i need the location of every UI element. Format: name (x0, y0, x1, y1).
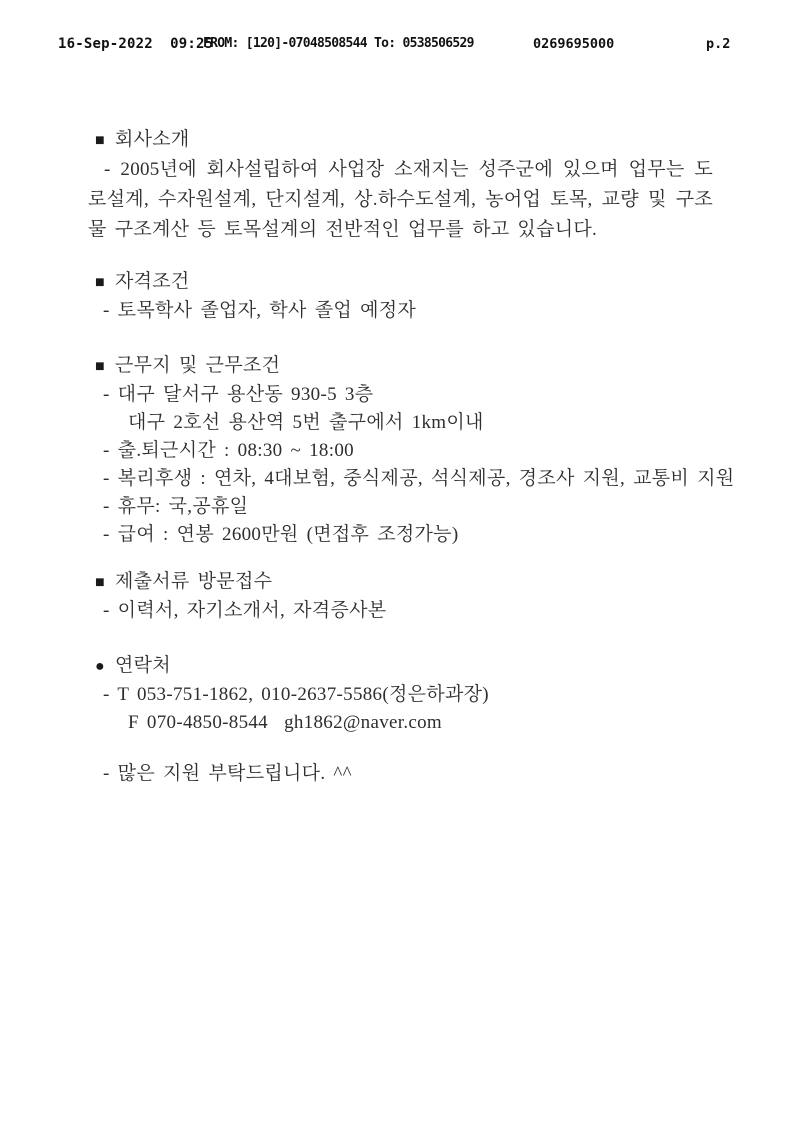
document-body (88, 126, 735, 788)
section-title-text: 제출서류 방문접수 (114, 571, 273, 592)
square-bullet-icon: ■ (95, 574, 105, 591)
square-bullet-icon: ■ (95, 132, 105, 149)
workplace-address-line: - 대구 달서구 용산동 930-5 3층 (103, 384, 374, 405)
workplace-benefits-line: - 복리후생 : 연차, 4대보험, 중식제공, 석식제공, 경조사 지원, 교통비 지원 (103, 468, 735, 489)
section-company-title (88, 126, 713, 155)
qualification-line: - 토목학사 졸업자, 학사 졸업 예정자 (103, 300, 417, 321)
section-workplace (88, 352, 735, 549)
documents-line: - 이력서, 자기소개서, 자격증사본 (103, 600, 387, 621)
section-documents-title (88, 568, 713, 597)
section-contact-title (88, 652, 713, 681)
section-qualification (88, 268, 713, 325)
workplace-hours-line: - 출.퇴근시간 : 08:30 ~ 18:00 (103, 440, 354, 461)
fax-page-number: p.2 (706, 36, 731, 52)
contact-fax-email-line: F 070-4850-8544 gh1862@naver.com (128, 712, 442, 733)
fax-datetime: 16-Sep-2022 09:25 (58, 36, 214, 52)
section-workplace-title (88, 352, 713, 381)
workplace-salary-line: - 급여 : 연봉 2600만원 (면접후 조정가능) (103, 524, 459, 545)
section-title-text: 회사소개 (114, 129, 190, 150)
contact-phone-line: - T 053-751-1862, 010-2637-5586(정은하과장) (103, 684, 489, 705)
fax-header (0, 36, 793, 54)
square-bullet-icon: ■ (95, 274, 105, 291)
square-bullet-icon: ■ (95, 358, 105, 375)
section-title-text: 근무지 및 근무조건 (114, 355, 281, 376)
circle-bullet-icon: ● (95, 658, 105, 675)
closing-line: - 많은 지원 부탁드립니다. ^^ (103, 763, 352, 784)
section-company (88, 126, 713, 245)
fax-from-to: FROM: [120]-07048508544 To: 0538506529 (203, 36, 474, 51)
section-title-text: 자격조건 (114, 271, 190, 292)
section-contact (88, 652, 713, 737)
company-description: - 2005년에 회사설립하여 사업장 소재지는 성주군에 있으며 업무는 도로설계, 수자원설계, 단지설계, 상.하수도설계, 농어업 토목, 교량 및 구조물 구조계산 등 토목설계의 전반적인 업무를 하고 있습니다. (88, 159, 713, 240)
workplace-transit-line: 대구 2호선 용산역 5번 출구에서 1km이내 (128, 412, 484, 433)
section-documents (88, 568, 713, 625)
workplace-holidays-line: - 휴무: 국,공휴일 (103, 496, 249, 517)
fax-station-id: 0269695000 (533, 36, 615, 52)
section-title-text: 연락처 (114, 655, 171, 676)
section-qualification-title (88, 268, 713, 297)
